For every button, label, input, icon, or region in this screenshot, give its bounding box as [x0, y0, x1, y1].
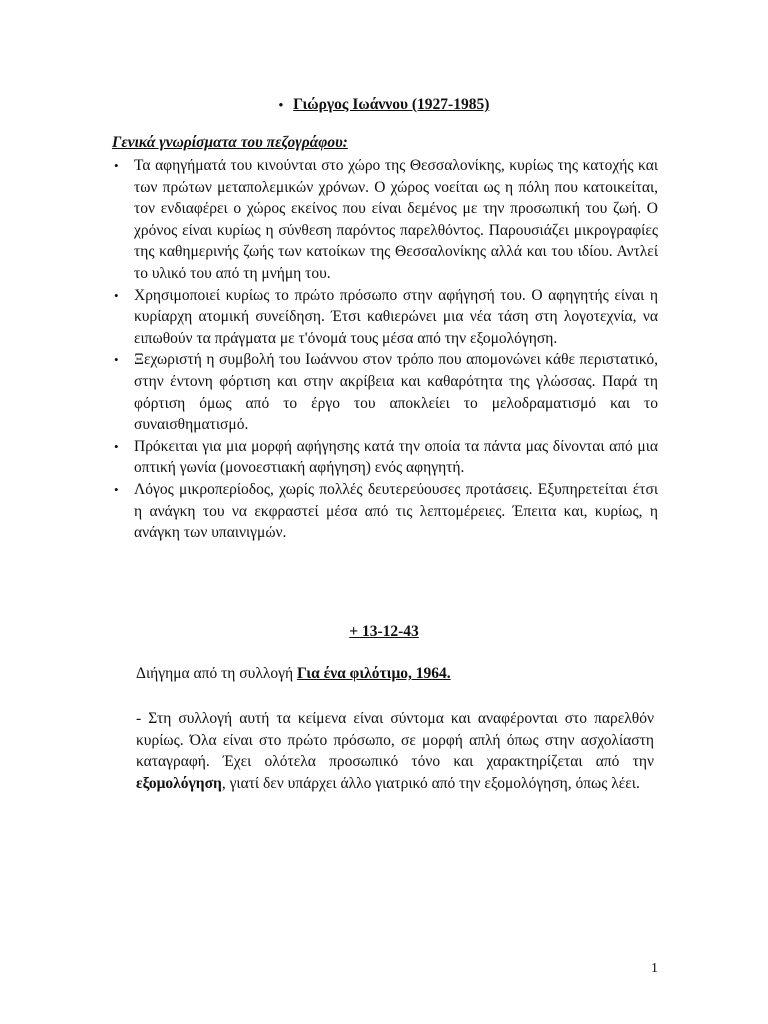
paragraph-text-2: , γιατί δεν υπάρχει άλλο γιατρικό από την εξομολόγηση, όπως λέει.: [221, 774, 640, 792]
bullet-mark: •: [114, 158, 119, 173]
paragraph-bold-term: εξομολόγηση: [136, 774, 222, 792]
list-item-text: Πρόκειται για μια μορφή αφήγησης κατά την οποία τα πάντα μας δίνονται από μια οπτική γωνία (μονοεστιακή αφήγηση) ενός αφηγητή.: [134, 437, 658, 477]
story-title: + 13-12-43: [349, 623, 419, 640]
list-item: [112, 479, 658, 544]
list-item: [112, 285, 658, 350]
paragraph-text-1: - Στη συλλογή αυτή τα κείμενα είναι σύντομα και αναφέρονται στο παρελθόν κυρίως. Όλα είναι στο πρώτο πρόσωπο, σε μορφή απλή όπως στην ασχολίαστη καταγραφή. Έχει ολότελα προσωπικό τόνο και χαρακτηρίζεται από την: [136, 710, 654, 771]
list-item: [112, 436, 658, 479]
heading-bullet: •: [278, 97, 284, 112]
list-item-text: Τα αφηγήματά του κινούνται στο χώρο της Θεσσαλονίκης, κυρίως της κατοχής και των πρώτων μεταπολεμικών χρόνων. Ο χώρος νοείται ως η πόλη που κατοικείται, τον ενδιαφέρει ο χώρος εκείνος που είναι δεμένος με την προσωπική του ζωή. Ο χρόνος είναι κυρίως η σύνθεση παρόντος παρελθόντος. Παρουσιάζει μικρογραφίες της καθημερινής ζωής των κατοίκων της Θεσσαλονίκης αλλά και του ιδίου. Αντλεί το υλικό του από τη μνήμη του.: [134, 157, 658, 282]
source-prefix: Διήγημα από τη συλλογή: [136, 665, 297, 682]
list-item-text: Ξεχωριστή η συμβολή του Ιωάννου στον τρόπο που απομονώνει κάθε περιστατικό, στην έντονη φόρτιση και στην ακρίβεια και καθαρότητα της γλώσσας. Παρά τη φόρτιση όμως από το έργο του αποκλείει το μελοδραματισμό και το συναισθηματισμό.: [134, 351, 658, 434]
characteristics-list: [112, 155, 658, 544]
source-line: [136, 665, 451, 683]
author-heading: [0, 96, 768, 114]
list-item-text: Λόγος μικροπερίοδος, χωρίς πολλές δευτερεύουσες προτάσεις. Εξυπηρετείται έτσι η ανάγκη του να εκφραστεί μέσα από τις λεπτομέρειες. Έπειτα και, κυρίως, η ανάγκη των υπαινιγμών.: [134, 480, 658, 542]
bullet-mark: •: [114, 438, 119, 454]
list-item: [112, 349, 658, 435]
bullet-mark: •: [114, 287, 119, 303]
page-number: 1: [651, 961, 658, 976]
section-subheading: Γενικά γνωρίσματα του πεζογράφου:: [112, 134, 348, 151]
bullet-mark: •: [114, 481, 119, 497]
description-paragraph: [136, 708, 654, 794]
list-item-text: Χρησιμοποιεί κυρίως το πρώτο πρόσωπο στην αφήγησή του. Ο αφηγητής είναι η κυρίαρχη ατομική συνείδηση. Έτσι καθιερώνει μια νέα τάση στη λογοτεχνία, να ειπωθούν τα πράγματα με τ'όνομά τους μέσα από την εξομολόγηση.: [134, 286, 658, 347]
author-title: Γιώργος Ιωάννου (1927-1985): [293, 96, 490, 113]
list-item: [112, 155, 658, 285]
collection-title: Για ένα φιλότιμο, 1964.: [296, 665, 451, 682]
bullet-mark: •: [114, 352, 119, 368]
